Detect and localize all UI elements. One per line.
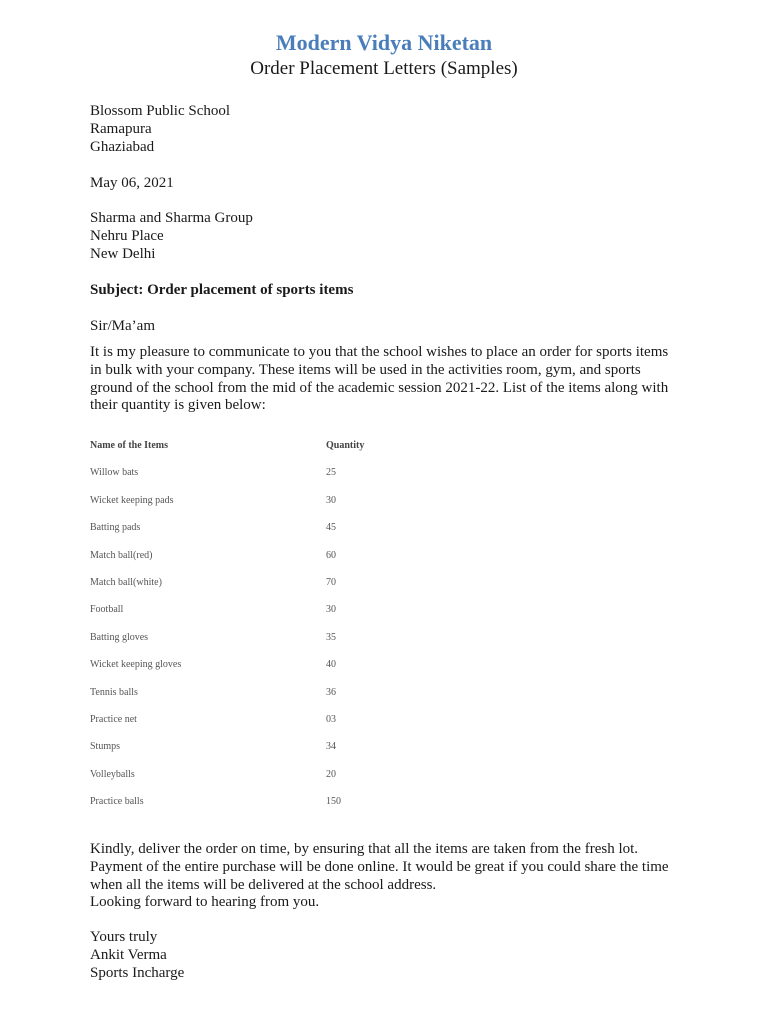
letter-subject xyxy=(90,282,353,300)
signer-title: Sports Incharge xyxy=(90,964,185,981)
item-quantity: 20 xyxy=(326,768,336,780)
item-name: Batting gloves xyxy=(90,631,149,643)
item-quantity: 30 xyxy=(326,604,336,616)
closing-line: Looking forward to hearing from you. xyxy=(90,894,320,911)
closing-line: when all the items will be delivered at the school address. xyxy=(90,876,437,893)
body-line: their quantity is given below: xyxy=(90,397,266,414)
closing-line: Kindly, deliver the order on time, by ensuring that all the items are taken from the fresh lot. xyxy=(90,841,639,857)
sender-line: Ramapura xyxy=(90,120,152,137)
body-line: ground of the school from the mid of the academic session 2021-22. List of the items along with xyxy=(90,379,669,396)
item-name: Match ball(red) xyxy=(90,549,153,561)
closing-paragraph xyxy=(90,841,690,912)
item-name: Willow bats xyxy=(90,467,139,479)
item-name: Wicket keeping pads xyxy=(90,494,174,506)
page-subtitle: Order Placement Letters (Samples) xyxy=(250,58,518,79)
page-title: Modern Vidya Niketan xyxy=(275,30,493,55)
closing-line: Payment of the entire purchase will be done online. It would be great if you could share the time xyxy=(90,858,669,875)
item-name: Football xyxy=(90,604,124,616)
letter-date xyxy=(90,175,174,193)
date-text: May 06, 2021 xyxy=(90,175,174,191)
recipient-line: Nehru Place xyxy=(90,227,164,244)
item-quantity: 25 xyxy=(326,467,336,479)
item-quantity: 36 xyxy=(326,686,336,698)
item-name: Wicket keeping gloves xyxy=(90,659,182,671)
item-name: Tennis balls xyxy=(90,686,138,698)
item-quantity: 03 xyxy=(326,713,336,725)
item-quantity: 40 xyxy=(326,659,336,671)
recipient-line: New Delhi xyxy=(90,245,156,262)
sender-line: Blossom Public School xyxy=(90,103,231,119)
signoff xyxy=(90,929,184,982)
item-quantity: 35 xyxy=(326,631,336,643)
recipient-address xyxy=(90,210,253,263)
item-quantity: 60 xyxy=(326,549,336,561)
item-name: Volleyballs xyxy=(90,768,135,780)
body-line: in bulk with your company. These items will be used in the activities room, gym, and sports xyxy=(90,361,641,378)
column-header-name: Name of the Items xyxy=(90,440,169,451)
item-quantity: 30 xyxy=(326,494,336,506)
signer-name: Ankit Verma xyxy=(90,946,167,963)
item-name: Practice balls xyxy=(90,796,144,808)
sender-address xyxy=(90,103,230,156)
column-header-quantity: Quantity xyxy=(326,440,365,451)
signoff-line: Yours truly xyxy=(90,929,158,945)
body-paragraph xyxy=(90,344,690,415)
item-name: Match ball(white) xyxy=(90,576,162,588)
item-name: Stumps xyxy=(90,741,121,753)
item-quantity: 70 xyxy=(326,576,336,588)
item-quantity: 34 xyxy=(326,741,336,753)
recipient-line: Sharma and Sharma Group xyxy=(90,210,253,226)
item-name: Batting pads xyxy=(90,522,141,534)
body-line: It is my pleasure to communicate to you that the school wishes to place an order for sports items xyxy=(90,344,669,360)
sender-line: Ghaziabad xyxy=(90,138,155,155)
item-name: Practice net xyxy=(90,713,137,725)
salutation-text: Sir/Ma’am xyxy=(90,318,155,334)
letter-salutation xyxy=(90,318,155,336)
item-quantity: 150 xyxy=(326,796,341,808)
subject-text: Subject: Order placement of sports items xyxy=(90,282,354,298)
item-quantity: 45 xyxy=(326,522,336,534)
